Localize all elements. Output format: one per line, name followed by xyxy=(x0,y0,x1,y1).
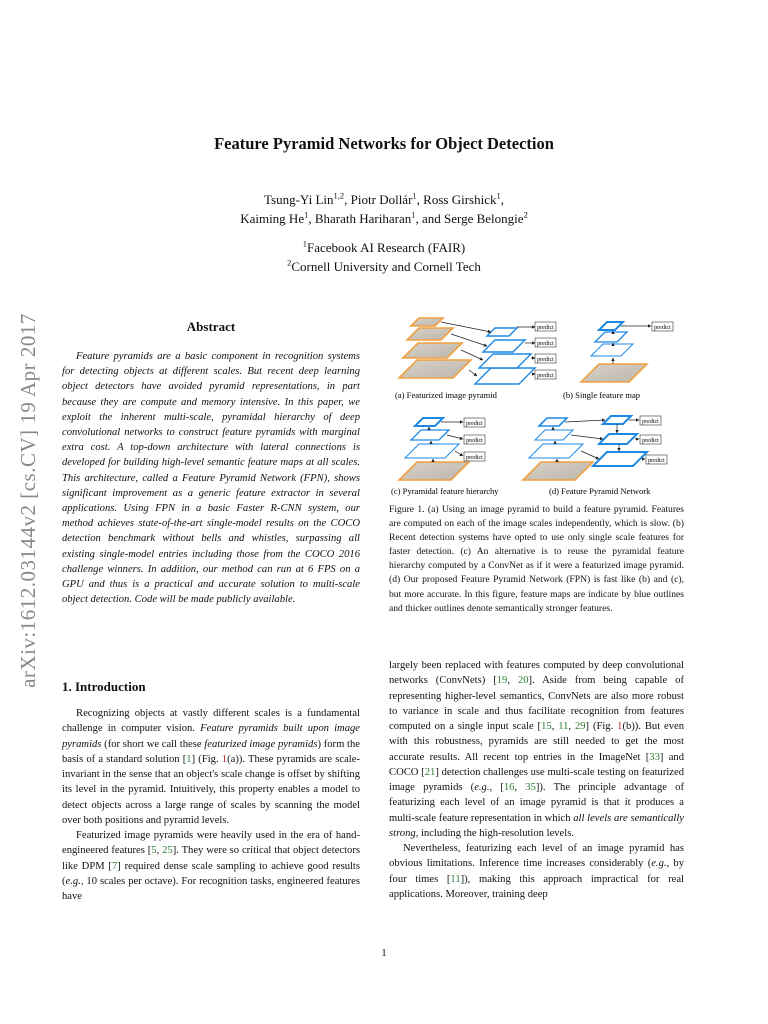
citation-link[interactable]: 1 xyxy=(186,753,192,765)
affil-text: Facebook AI Research (FAIR) xyxy=(307,240,466,255)
text-run: , including the high-resolution levels. xyxy=(415,827,574,839)
citation-link[interactable]: 16 xyxy=(503,782,515,793)
citation-link[interactable]: 33 xyxy=(649,751,660,763)
text-run: largely been replaced with features computed by deep convolutional networks (ConvNets) [ xyxy=(389,660,684,687)
text-run: ) form the basis of a standard solution [ xyxy=(62,738,360,765)
author-line-1 xyxy=(0,190,768,209)
predict-label: predict xyxy=(537,373,554,379)
citation-link[interactable]: 11 xyxy=(558,721,569,732)
page-number: 1 xyxy=(381,947,387,959)
image-layer xyxy=(411,318,443,326)
intro-paragraph-4 xyxy=(389,841,684,902)
text-run: (b)). But even with this robustness, pyramids are still needed to get the most accurate results. All recent top entries in the ImageNet [ xyxy=(389,721,685,763)
text-run: Recognizing objects at vastly different scales is a fundamental challenge in computer vision. xyxy=(62,708,360,735)
feature-map xyxy=(415,418,443,426)
feature-map xyxy=(595,332,627,342)
predict-label: predict xyxy=(537,325,554,331)
figure-1-caption: Figure 1. (a) Using an image pyramid to build a feature pyramid. Features are computed on each of the image scales independently, which is slow. (b) Recent detection systems have opted to use only single scale features for faster detection. (c) An alternative is to reuse the pyramidal feature hierarchy computed by a ConvNet as if it were a featurized image pyramid. (d) Our proposed Feature Pyramid Network (FPN) is fast like (b) and (c), but more accurate. In this figure, feature maps are indicate by blue outlines and thicker outlines denote semantically stronger features. xyxy=(389,504,684,614)
image-layer xyxy=(403,343,462,358)
arxiv-sidebar xyxy=(8,270,48,730)
text-run: ] (Fig. xyxy=(585,721,618,732)
text-run: , xyxy=(568,721,575,732)
text-run: , xyxy=(507,675,518,687)
predict-box xyxy=(535,322,556,331)
panel-d-feature-pyramid-network xyxy=(523,416,667,496)
figure-reference-link[interactable]: 1 xyxy=(617,721,623,732)
author-affil-mark: 1 xyxy=(412,190,417,201)
author-line-2 xyxy=(0,209,768,228)
author-name: Piotr Dollár xyxy=(350,192,413,207)
feature-map xyxy=(483,340,525,352)
image-layer xyxy=(523,462,593,480)
figure-reference-link[interactable]: 1 xyxy=(221,753,228,765)
feature-map xyxy=(535,430,573,440)
affiliation-2 xyxy=(0,257,768,276)
author-affil-mark: 1 xyxy=(496,190,501,201)
citation-link[interactable]: 20 xyxy=(517,675,529,687)
text-run: Featurized image pyramids were heavily used in the era of hand-engineered features [ xyxy=(62,830,360,857)
predict-label: predict xyxy=(648,458,665,464)
text-run: ]. They were so critical that object detectors like DPM [ xyxy=(62,845,360,872)
author-list xyxy=(0,190,768,228)
author-name: Bharath Hariharan xyxy=(314,211,412,226)
affiliation-list xyxy=(0,238,768,276)
predict-box xyxy=(464,435,485,444)
affil-text: Cornell University and Cornell Tech xyxy=(291,259,481,274)
feature-map xyxy=(487,328,517,336)
text-run: , by four times [ xyxy=(389,858,685,885)
text-run: ] required dense scale sampling to achieve good results ( xyxy=(62,860,361,887)
intro-left-column xyxy=(62,706,360,904)
feature-map xyxy=(529,444,583,458)
text-run: ]), making this approach impractical for real applications. Moreover, training deep xyxy=(389,873,684,900)
text-run: ] detection challenges use multi-scale testing on featurized image pyramids ( xyxy=(389,766,684,793)
citation-link[interactable]: 7 xyxy=(111,860,118,872)
feature-map xyxy=(599,434,637,444)
emphasis: e.g. xyxy=(65,875,81,887)
text-run: ]). The principle advantage of featurizing each level of an image pyramid is that it produces a multi-scale feature representation in which xyxy=(389,782,684,824)
citation-link[interactable]: 25 xyxy=(162,845,173,857)
citation-link[interactable]: 19 xyxy=(496,675,508,687)
feature-map xyxy=(475,368,535,384)
author-separator: , xyxy=(344,192,351,207)
author-name: Serge Belongie xyxy=(444,211,524,226)
feature-map xyxy=(539,418,567,426)
text-run: Nevertheless, featurizing each level of an image pyramid has obvious limitations. Inference time increases considerably ( xyxy=(389,843,684,870)
author-affil-mark: 1,2 xyxy=(333,190,345,201)
citation-link[interactable]: 15 xyxy=(541,721,552,732)
author-name: Kaiming He xyxy=(240,211,305,226)
text-run: (for short we call these xyxy=(101,738,205,750)
predict-label: predict xyxy=(654,325,671,331)
feature-map xyxy=(405,444,459,458)
image-layer xyxy=(407,328,453,340)
emphasis: Feature pyramids built upon image pyramids xyxy=(62,723,360,750)
predict-label: predict xyxy=(537,341,554,347)
predict-box xyxy=(535,338,556,347)
predict-box xyxy=(464,452,485,461)
author-separator: , xyxy=(500,192,504,207)
text-run: , xyxy=(551,721,559,732)
citation-link[interactable]: 35 xyxy=(525,782,536,793)
author-separator: , xyxy=(416,192,424,207)
intro-right-column xyxy=(389,658,684,902)
image-layer xyxy=(581,364,647,382)
figure-1-diagram xyxy=(389,312,685,502)
text-run: ] (Fig. xyxy=(191,753,222,765)
panel-b-single-feature-map xyxy=(563,322,673,400)
predict-box xyxy=(646,455,667,464)
panel-c-pyramidal-feature-hierarchy xyxy=(391,418,499,496)
feature-map xyxy=(599,322,623,330)
citation-link[interactable]: 5 xyxy=(151,845,157,857)
predict-label: predict xyxy=(466,455,483,461)
intro-paragraph-1 xyxy=(62,706,360,828)
emphasis: all levels are semantically strong xyxy=(389,812,684,839)
subcaption-d: (d) Feature Pyramid Network xyxy=(549,486,651,496)
feature-map xyxy=(591,344,633,356)
image-layer xyxy=(399,360,471,378)
subcaption-c: (c) Pyramidal feature hierarchy xyxy=(391,486,499,496)
emphasis: e.g. xyxy=(651,858,667,870)
subcaption-a: (a) Featurized image pyramid xyxy=(395,390,497,400)
emphasis: featurized image pyramids xyxy=(204,738,318,750)
predict-label: predict xyxy=(642,419,659,425)
abstract-body: Feature pyramids are a basic component in recognition systems for detecting objects at different scales. But recent deep learning object detectors have avoided pyramid representations, in part because they are compute and memory intensive. In this paper, we exploit the inherent multi-scale, pyramidal hierarchy of deep convolutional networks to construct feature pyramids with marginal extra cost. A top-down architecture with lateral connections is developed for building high-level semantic feature maps at all scales. This architecture, called a Feature Pyramid Network (FPN), shows significant improvement as a generic feature extractor in several applications. Using FPN in a basic Faster R-CNN system, our method achieves state-of-the-art single-model results on the COCO detection benchmark without bells and whistles, surpassing all existing single-model entries including those from the COCO 2016 challenge winners. In addition, our method can run at 6 FPS on a GPU and thus is a practical and accurate solution to multi-scale object detection. Code will be made publicly available. xyxy=(62,351,360,606)
citation-link[interactable]: 29 xyxy=(574,721,586,732)
author-affil-mark: 2 xyxy=(523,209,528,220)
predict-box xyxy=(464,418,485,427)
arxiv-identifier: arXiv:1612.03144v2 [cs.CV] 19 Apr 2017 xyxy=(15,312,40,688)
author-affil-mark: 1 xyxy=(304,209,309,220)
predict-box xyxy=(640,435,661,444)
image-layer xyxy=(399,462,469,480)
predict-label: predict xyxy=(642,438,659,444)
affil-mark: 1 xyxy=(302,238,307,249)
author-separator: , and xyxy=(415,211,444,226)
author-affil-mark: 1 xyxy=(411,209,416,220)
feature-map xyxy=(479,354,531,368)
section-heading-introduction: 1. Introduction xyxy=(62,679,146,694)
author-name: Ross Girshick xyxy=(423,192,497,207)
predict-box xyxy=(652,322,673,331)
predict-label: predict xyxy=(466,438,483,444)
text-run: , xyxy=(156,845,163,857)
predict-label: predict xyxy=(466,421,483,427)
author-name: Tsung-Yi Lin xyxy=(264,192,334,207)
text-run: ] and COCO [ xyxy=(389,751,684,778)
panel-a-featurized-image-pyramid xyxy=(395,318,556,400)
predict-box xyxy=(640,416,661,425)
abstract-heading: Abstract xyxy=(186,319,236,334)
citation-link[interactable]: 11 xyxy=(450,873,461,885)
intro-paragraph-3 xyxy=(389,658,684,841)
affil-mark: 2 xyxy=(287,257,292,268)
emphasis: e.g. xyxy=(474,782,490,793)
subcaption-b: (b) Single feature map xyxy=(563,390,641,400)
feature-map xyxy=(593,452,647,466)
author-separator: , xyxy=(308,211,315,226)
feature-map xyxy=(411,430,449,440)
affiliation-1 xyxy=(0,238,768,257)
feature-map xyxy=(603,416,631,424)
paper-title: Feature Pyramid Networks for Object Detection xyxy=(214,134,554,153)
predict-label: predict xyxy=(537,357,554,363)
intro-paragraph-2 xyxy=(62,828,360,904)
text-run: , [ xyxy=(489,782,504,793)
figure-1 xyxy=(389,312,685,502)
predict-box xyxy=(535,370,556,379)
text-run: (a)). These pyramids are scale-invariant in the sense that an object's scale change is offset by shifting its level in the pyramid. Intuitively, this property enables a model to detect objects across a large range of scales by scanning the model over both positions and pyramid levels. xyxy=(62,753,360,826)
text-run: ]. Aside from being capable of representing higher-level semantics, ConvNets are also more robust to variance in scale and thus facilitate recognition from features computed on a single input scale [ xyxy=(389,675,684,732)
text-run: , 10 scales per octave). For recognition tasks, engineered features have xyxy=(62,875,360,902)
predict-box xyxy=(535,354,556,363)
citation-link[interactable]: 21 xyxy=(424,766,436,778)
text-run: , xyxy=(514,782,526,793)
